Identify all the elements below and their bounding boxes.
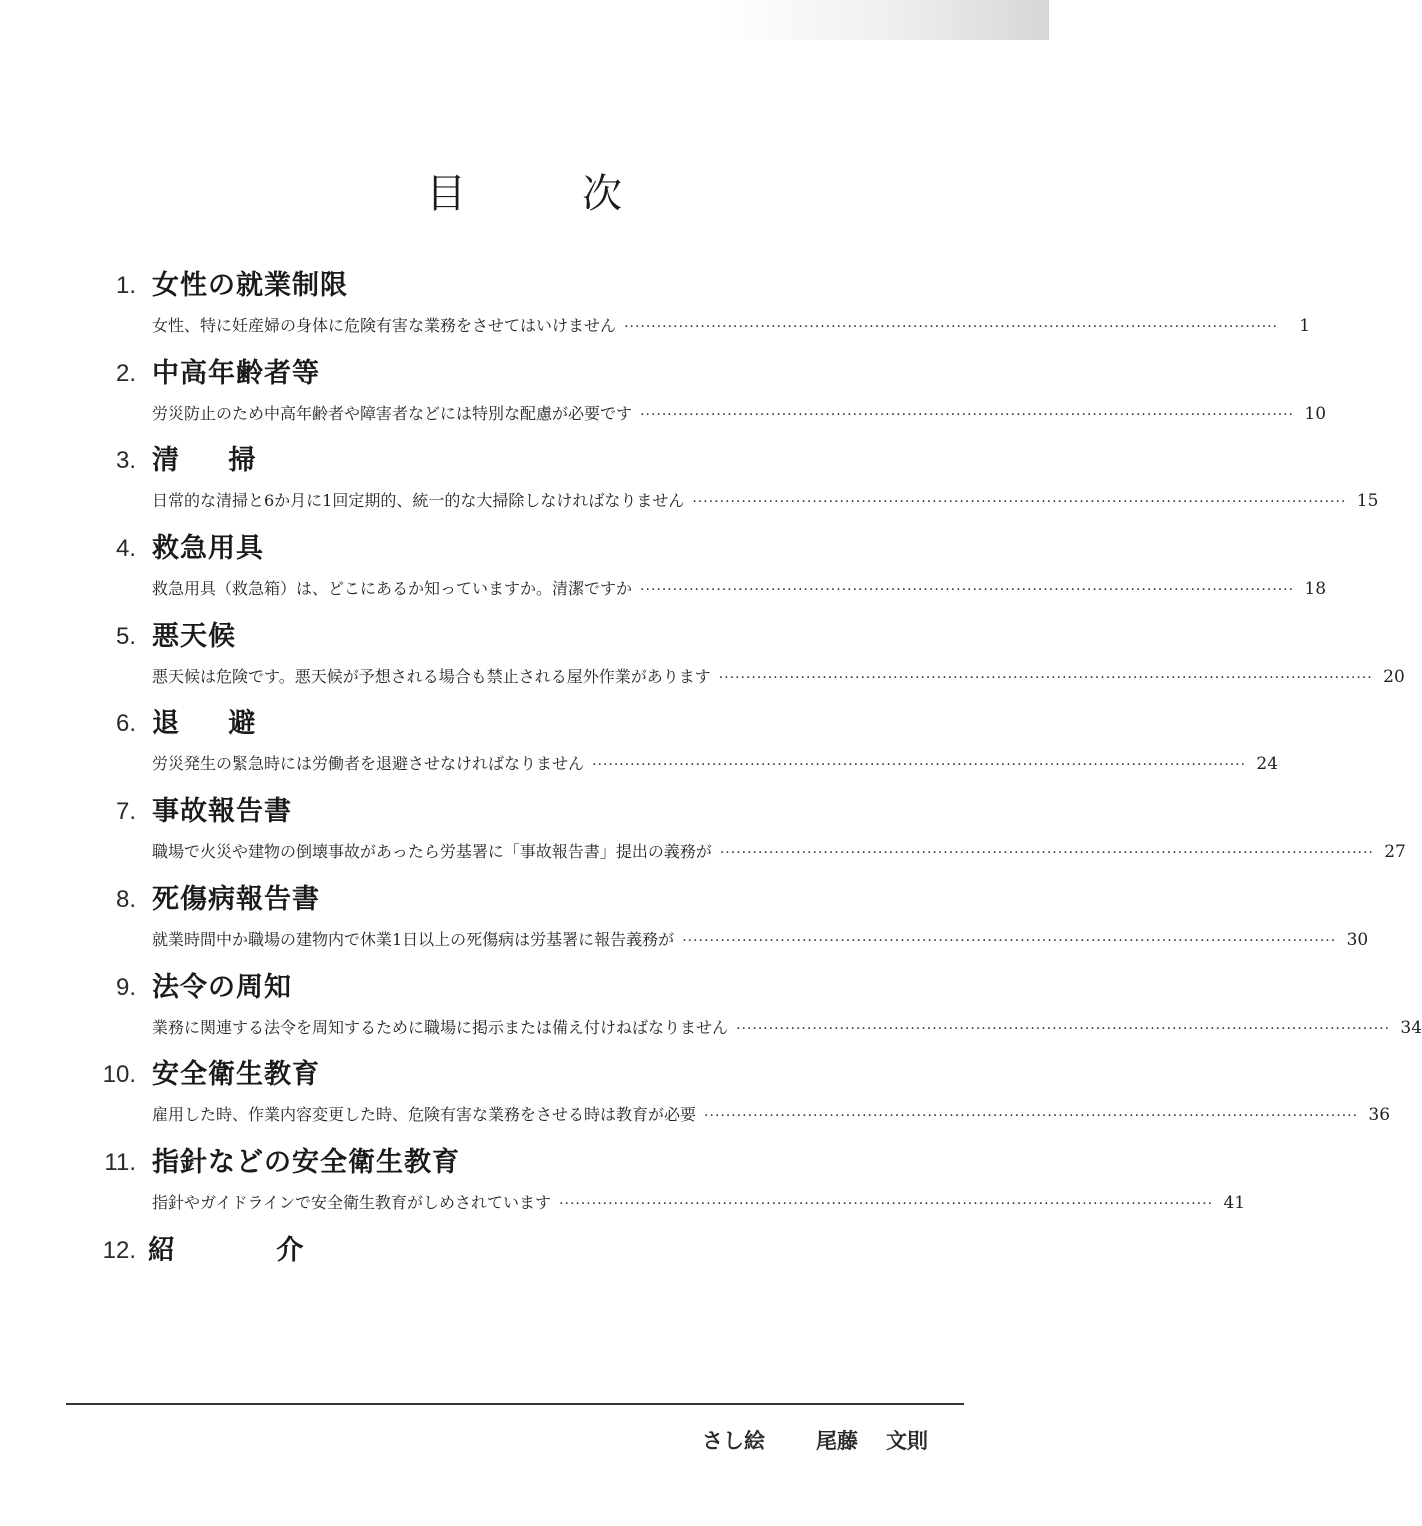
toc-entry[interactable] — [0, 792, 1406, 880]
toc-entry-heading — [0, 1143, 1049, 1183]
table-of-contents — [0, 266, 1422, 1318]
toc-entry-number: 7. — [115, 798, 136, 826]
leader-dots: ························································································································ — [592, 757, 1247, 774]
toc-entry-heading — [0, 266, 1049, 306]
toc-entry[interactable] — [0, 1231, 1049, 1319]
credit-given-name: 文則 — [886, 1429, 928, 1453]
toc-entry-number: 9. — [115, 973, 136, 1001]
toc-entry-description: 雇用した時、作業内容変更した時、危険有害な業務をさせる時は教育が必要 — [152, 1105, 697, 1125]
leader-dots: ························································································································ — [559, 1195, 1214, 1212]
toc-entry-description: 女性、特に妊産婦の身体に危険有害な業務をさせてはいけません — [152, 316, 617, 335]
toc-entry-description-line — [152, 663, 1405, 691]
toc-entry[interactable] — [0, 880, 1369, 968]
leader-dots: ························································································································ — [692, 494, 1347, 511]
toc-entry-page: 34 — [1400, 1017, 1422, 1038]
toc-entry-description: 労災防止のため中高年齢者や障害者などには特別な配慮が必要です — [152, 403, 633, 423]
toc-entry-title: 紹 介 — [148, 1234, 350, 1266]
toc-entry[interactable] — [0, 441, 1379, 529]
toc-entry-title: 法令の周知 — [152, 971, 292, 1003]
toc-entry-description-line — [152, 750, 1279, 778]
toc-entry-description: 日常的な清掃と6か月に1回定期的、統一的な大掃除しなければなりません — [152, 491, 685, 511]
leader-dots: ························································································································ — [704, 1108, 1359, 1125]
toc-entry-title: 救急用具 — [152, 533, 264, 565]
toc-entry[interactable] — [0, 968, 1422, 1056]
toc-entry-description-line — [152, 1014, 1422, 1042]
toc-entry-description-line — [152, 487, 1379, 515]
toc-entry-title: 指針などの安全衛生教育 — [152, 1146, 460, 1178]
toc-entry-number: 11. — [104, 1148, 136, 1176]
toc-entry-heading — [0, 354, 1049, 394]
toc-entry-number: 10. — [102, 1061, 136, 1089]
toc-entry-title: 退 避 — [152, 708, 276, 740]
toc-entry-description: 職場で火災や建物の倒壊事故があったら労基署に「事故報告書」提出の義務が — [152, 842, 712, 862]
toc-entry-description-line — [152, 1189, 1246, 1217]
toc-entry-description: 業務に関連する法令を周知するために職場に掲示または備え付けねばなりません — [152, 1017, 729, 1037]
toc-entry-title: 安全衛生教育 — [152, 1059, 320, 1091]
toc-entry[interactable] — [0, 266, 1311, 354]
toc-entry-description: 悪天候は危険です。悪天候が予想される場合も禁止される屋外作業があります — [152, 666, 711, 686]
toc-entry-page: 24 — [1256, 754, 1279, 775]
leader-dots: ························································································································ — [624, 319, 1279, 335]
toc-entry-heading — [0, 441, 1049, 481]
page-title — [0, 170, 1049, 230]
footer-rule — [66, 1403, 964, 1405]
toc-entry-description-line — [152, 1101, 1391, 1129]
toc-entry-page: 10 — [1304, 403, 1327, 424]
toc-entry-page: 41 — [1223, 1192, 1246, 1213]
toc-entry-number: 8. — [115, 885, 136, 913]
page-title-left: 目 — [426, 171, 466, 217]
credit-surname: 尾藤 — [816, 1429, 858, 1453]
toc-entry[interactable] — [0, 704, 1279, 792]
toc-entry-description: 就業時間中か職場の建物内で休業1日以上の死傷病は労基署に報告義務が — [152, 929, 675, 949]
toc-entry-heading — [0, 1231, 1049, 1271]
toc-entry-title: 悪天候 — [152, 620, 236, 652]
toc-entry-number: 1. — [115, 272, 136, 299]
toc-entry-page: 30 — [1346, 929, 1369, 950]
toc-entry-page: 27 — [1384, 842, 1406, 863]
toc-entry[interactable] — [0, 529, 1327, 617]
toc-entry[interactable] — [0, 354, 1327, 442]
toc-entry-description-line — [152, 575, 1327, 603]
toc-entry-title: 事故報告書 — [152, 796, 292, 828]
toc-entry-number: 5. — [115, 622, 136, 650]
toc-entry[interactable] — [0, 1055, 1391, 1143]
illustration-credit — [0, 1424, 1049, 1458]
toc-entry-number: 12. — [102, 1236, 136, 1264]
leader-dots: ························································································································ — [719, 845, 1374, 862]
page-title-right: 次 — [582, 171, 622, 217]
toc-entry-description: 労災発生の緊急時には労働者を退避させなければなりません — [152, 754, 585, 774]
toc-entry-page: 20 — [1383, 666, 1405, 687]
leader-dots: ························································································································ — [640, 582, 1295, 599]
toc-entry-page: 15 — [1356, 491, 1379, 512]
toc-entry-number: 6. — [115, 710, 136, 738]
toc-entry-description: 指針やガイドラインで安全衛生教育がしめされています — [152, 1192, 552, 1212]
toc-entry-number: 3. — [115, 447, 136, 475]
toc-entry-title: 女性の就業制限 — [152, 270, 348, 301]
toc-entry-description-line — [152, 400, 1327, 428]
toc-entry-description: 救急用具（救急箱）は、どこにあるか知っていますか。清潔ですか — [152, 579, 633, 599]
toc-entry-description-line — [152, 926, 1369, 954]
toc-entry-title: 死傷病報告書 — [152, 883, 320, 915]
toc-entry-heading — [0, 968, 1049, 1008]
toc-entry-title: 中高年齢者等 — [152, 357, 320, 389]
toc-entry[interactable] — [0, 1143, 1246, 1231]
toc-entry-page: 36 — [1368, 1105, 1391, 1126]
credit-label: さし絵 — [702, 1429, 765, 1453]
leader-dots: ························································································································ — [736, 1020, 1391, 1037]
leader-dots: ························································································································ — [682, 932, 1337, 949]
scan-shadow — [719, 0, 1049, 40]
leader-dots: ························································································································ — [640, 406, 1295, 423]
toc-entry-page: 18 — [1304, 579, 1327, 600]
toc-entry-description-line — [152, 312, 1311, 340]
toc-entry-heading — [0, 880, 1049, 920]
toc-entry-page: 1 — [1299, 316, 1311, 336]
toc-entry-title: 清 掃 — [152, 445, 276, 477]
toc-entry-heading — [0, 617, 1049, 657]
leader-dots: ························································································································ — [718, 669, 1373, 686]
toc-entry-heading — [0, 1055, 1049, 1095]
toc-entry[interactable] — [0, 617, 1405, 705]
toc-entry-description-line — [152, 838, 1406, 866]
toc-entry-heading — [0, 792, 1049, 832]
toc-entry-heading — [0, 529, 1049, 569]
toc-entry-number: 4. — [115, 535, 136, 563]
toc-entry-number: 2. — [115, 359, 136, 387]
toc-entry-heading — [0, 704, 1049, 744]
